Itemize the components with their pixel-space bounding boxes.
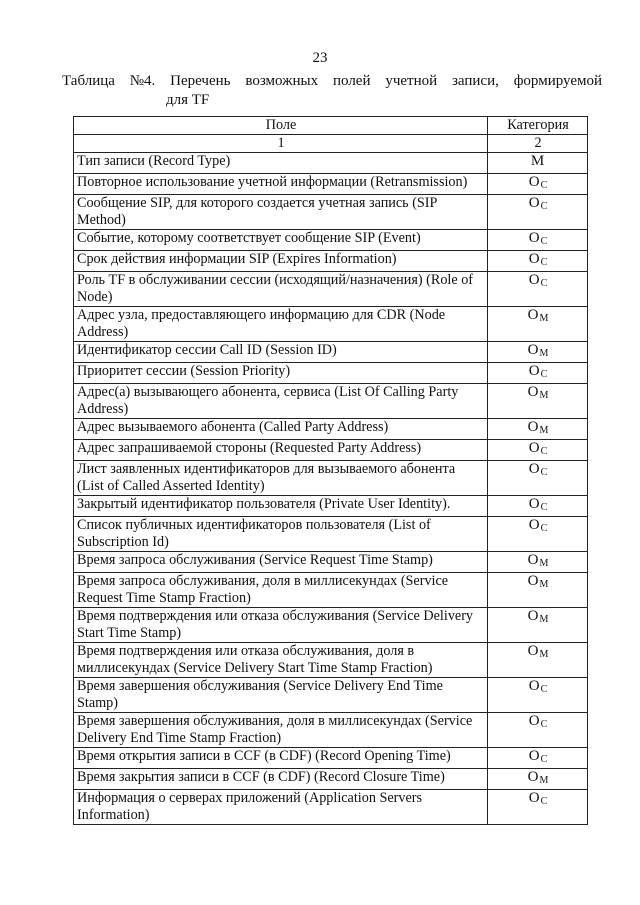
category-subscript: M — [539, 649, 549, 660]
field-cell: Срок действия информации SIP (Expires Information) — [74, 251, 488, 272]
field-cell: Повторное использование учетной информации (Retransmission) — [74, 174, 488, 195]
category-cell — [488, 251, 588, 272]
table-row — [74, 384, 588, 419]
index-category: 2 — [488, 135, 588, 153]
table-row — [74, 307, 588, 342]
header-row — [74, 117, 588, 135]
field-cell: Время запроса обслуживания (Service Request Time Stamp) — [74, 552, 488, 573]
category-cell — [488, 769, 588, 790]
category-letter: O — [527, 419, 539, 435]
field-cell: Информация о серверах приложений (Application Servers Information) — [74, 790, 488, 825]
field-cell: Время открытия записи в CCF (в CDF) (Record Opening Time) — [74, 748, 488, 769]
table-row — [74, 272, 588, 307]
field-cell: Закрытый идентификатор пользователя (Private User Identity). — [74, 496, 488, 517]
table-row — [74, 769, 588, 790]
index-row — [74, 135, 588, 153]
page-number: 23 — [312, 50, 328, 66]
category-subscript: C — [540, 446, 548, 457]
category-letter: M — [530, 153, 545, 169]
field-cell: Время закрытия записи в CCF (в CDF) (Record Closure Time) — [74, 769, 488, 790]
category-subscript: C — [540, 236, 548, 247]
category-letter: O — [528, 678, 540, 694]
category-subscript: C — [540, 684, 548, 695]
category-letter: O — [527, 384, 539, 400]
category-cell — [488, 713, 588, 748]
category-letter: O — [527, 573, 539, 589]
category-letter: O — [527, 643, 539, 659]
category-subscript: C — [540, 180, 548, 191]
table-row — [74, 174, 588, 195]
category-cell — [488, 440, 588, 461]
header-category: Категория — [488, 117, 588, 135]
category-letter: O — [527, 552, 539, 568]
table-row — [74, 440, 588, 461]
category-letter: O — [528, 230, 540, 246]
table-row — [74, 363, 588, 384]
fields-table-body — [74, 117, 588, 825]
caption-word: возможных — [245, 73, 319, 89]
category-subscript: M — [539, 390, 549, 401]
field-cell: Время подтверждения или отказа обслуживания, доля в миллисекундах (Service Delivery Start Time Stamp Fraction) — [74, 643, 488, 678]
category-subscript: C — [540, 201, 548, 212]
category-letter: O — [528, 272, 540, 288]
category-letter: O — [528, 440, 540, 456]
field-cell: Время запроса обслуживания, доля в миллисекундах (Service Request Time Stamp Fraction) — [74, 573, 488, 608]
category-letter: O — [528, 174, 540, 190]
category-subscript: C — [540, 257, 548, 268]
category-letter: O — [528, 790, 540, 806]
table-row — [74, 748, 588, 769]
category-subscript: C — [540, 719, 548, 730]
category-cell — [488, 748, 588, 769]
category-letter: O — [527, 769, 539, 785]
category-subscript: M — [539, 558, 549, 569]
category-cell — [488, 153, 588, 174]
category-cell — [488, 342, 588, 363]
field-cell: Адрес узла, предоставляющего информацию для CDR (Node Address) — [74, 307, 488, 342]
category-cell — [488, 790, 588, 825]
field-cell: Адрес(а) вызывающего абонента, сервиса (List Of Calling Party Address) — [74, 384, 488, 419]
field-cell: Событие, которому соответствует сообщение SIP (Event) — [74, 230, 488, 251]
field-cell: Идентификатор сессии Call ID (Session ID) — [74, 342, 488, 363]
category-letter: O — [528, 251, 540, 267]
caption-word: Перечень — [170, 73, 231, 89]
category-cell — [488, 573, 588, 608]
table-row — [74, 713, 588, 748]
table-row — [74, 517, 588, 552]
field-cell: Время завершения обслуживания, доля в миллисекундах (Service Delivery End Time Stamp Fraction) — [74, 713, 488, 748]
category-subscript: M — [539, 425, 549, 436]
category-letter: O — [528, 363, 540, 379]
category-subscript: M — [539, 614, 549, 625]
category-subscript: C — [540, 796, 548, 807]
category-letter: O — [528, 748, 540, 764]
category-cell — [488, 307, 588, 342]
field-cell: Адрес запрашиваемой стороны (Requested Party Address) — [74, 440, 488, 461]
category-cell — [488, 272, 588, 307]
caption-word: записи, — [451, 73, 499, 89]
category-letter: O — [528, 517, 540, 533]
caption-word: Таблица — [62, 73, 115, 89]
category-letter: O — [528, 461, 540, 477]
table-row — [74, 461, 588, 496]
table-row — [74, 419, 588, 440]
category-subscript: C — [540, 278, 548, 289]
caption-line-2: для TF — [166, 92, 210, 108]
category-cell — [488, 363, 588, 384]
category-subscript: M — [539, 313, 549, 324]
field-cell: Роль TF в обслуживании сессии (исходящий/назначения) (Role of Node) — [74, 272, 488, 307]
field-cell: Время подтверждения или отказа обслуживания (Service Delivery Start Time Stamp) — [74, 608, 488, 643]
field-cell: Лист заявленных идентификаторов для вызываемого абонента (List of Called Asserted Identity) — [74, 461, 488, 496]
caption-word: полей — [332, 73, 371, 89]
table-row — [74, 153, 588, 174]
caption-line-1 — [62, 72, 602, 91]
category-subscript: C — [540, 754, 548, 765]
table-row — [74, 643, 588, 678]
fields-table — [73, 116, 588, 825]
category-subscript: C — [540, 467, 548, 478]
category-subscript: C — [540, 502, 548, 513]
category-cell — [488, 517, 588, 552]
category-subscript: M — [539, 775, 549, 786]
category-cell — [488, 678, 588, 713]
table-row — [74, 573, 588, 608]
header-field: Поле — [74, 117, 488, 135]
table-row — [74, 251, 588, 272]
category-letter: O — [527, 608, 539, 624]
category-subscript: M — [539, 579, 549, 590]
category-cell — [488, 230, 588, 251]
category-cell — [488, 552, 588, 573]
category-subscript: C — [540, 523, 548, 534]
table-row — [74, 195, 588, 230]
table-row — [74, 342, 588, 363]
field-cell: Адрес вызываемого абонента (Called Party Address) — [74, 419, 488, 440]
table-row — [74, 230, 588, 251]
caption-word: учетной — [385, 73, 438, 89]
category-letter: O — [528, 195, 540, 211]
table-row — [74, 790, 588, 825]
category-cell — [488, 496, 588, 517]
category-cell — [488, 643, 588, 678]
field-cell: Приоритет сессии (Session Priority) — [74, 363, 488, 384]
category-subscript: C — [540, 369, 548, 380]
field-cell: Время завершения обслуживания (Service Delivery End Time Stamp) — [74, 678, 488, 713]
table-row — [74, 608, 588, 643]
category-cell — [488, 174, 588, 195]
table-row — [74, 678, 588, 713]
field-cell: Сообщение SIP, для которого создается учетная запись (SIP Method) — [74, 195, 488, 230]
field-cell: Список публичных идентификаторов пользователя (List of Subscription Id) — [74, 517, 488, 552]
category-letter: O — [527, 307, 539, 323]
category-letter: O — [528, 713, 540, 729]
category-letter: O — [527, 342, 539, 358]
field-cell: Тип записи (Record Type) — [74, 153, 488, 174]
category-cell — [488, 384, 588, 419]
category-cell — [488, 461, 588, 496]
category-letter: O — [528, 496, 540, 512]
category-cell — [488, 608, 588, 643]
table-row — [74, 496, 588, 517]
category-cell — [488, 419, 588, 440]
index-field: 1 — [74, 135, 488, 153]
category-subscript: M — [539, 348, 549, 359]
caption-word: формируемой — [513, 73, 602, 89]
caption-word: №4. — [129, 73, 156, 89]
category-cell — [488, 195, 588, 230]
table-caption — [62, 72, 602, 110]
table-row — [74, 552, 588, 573]
